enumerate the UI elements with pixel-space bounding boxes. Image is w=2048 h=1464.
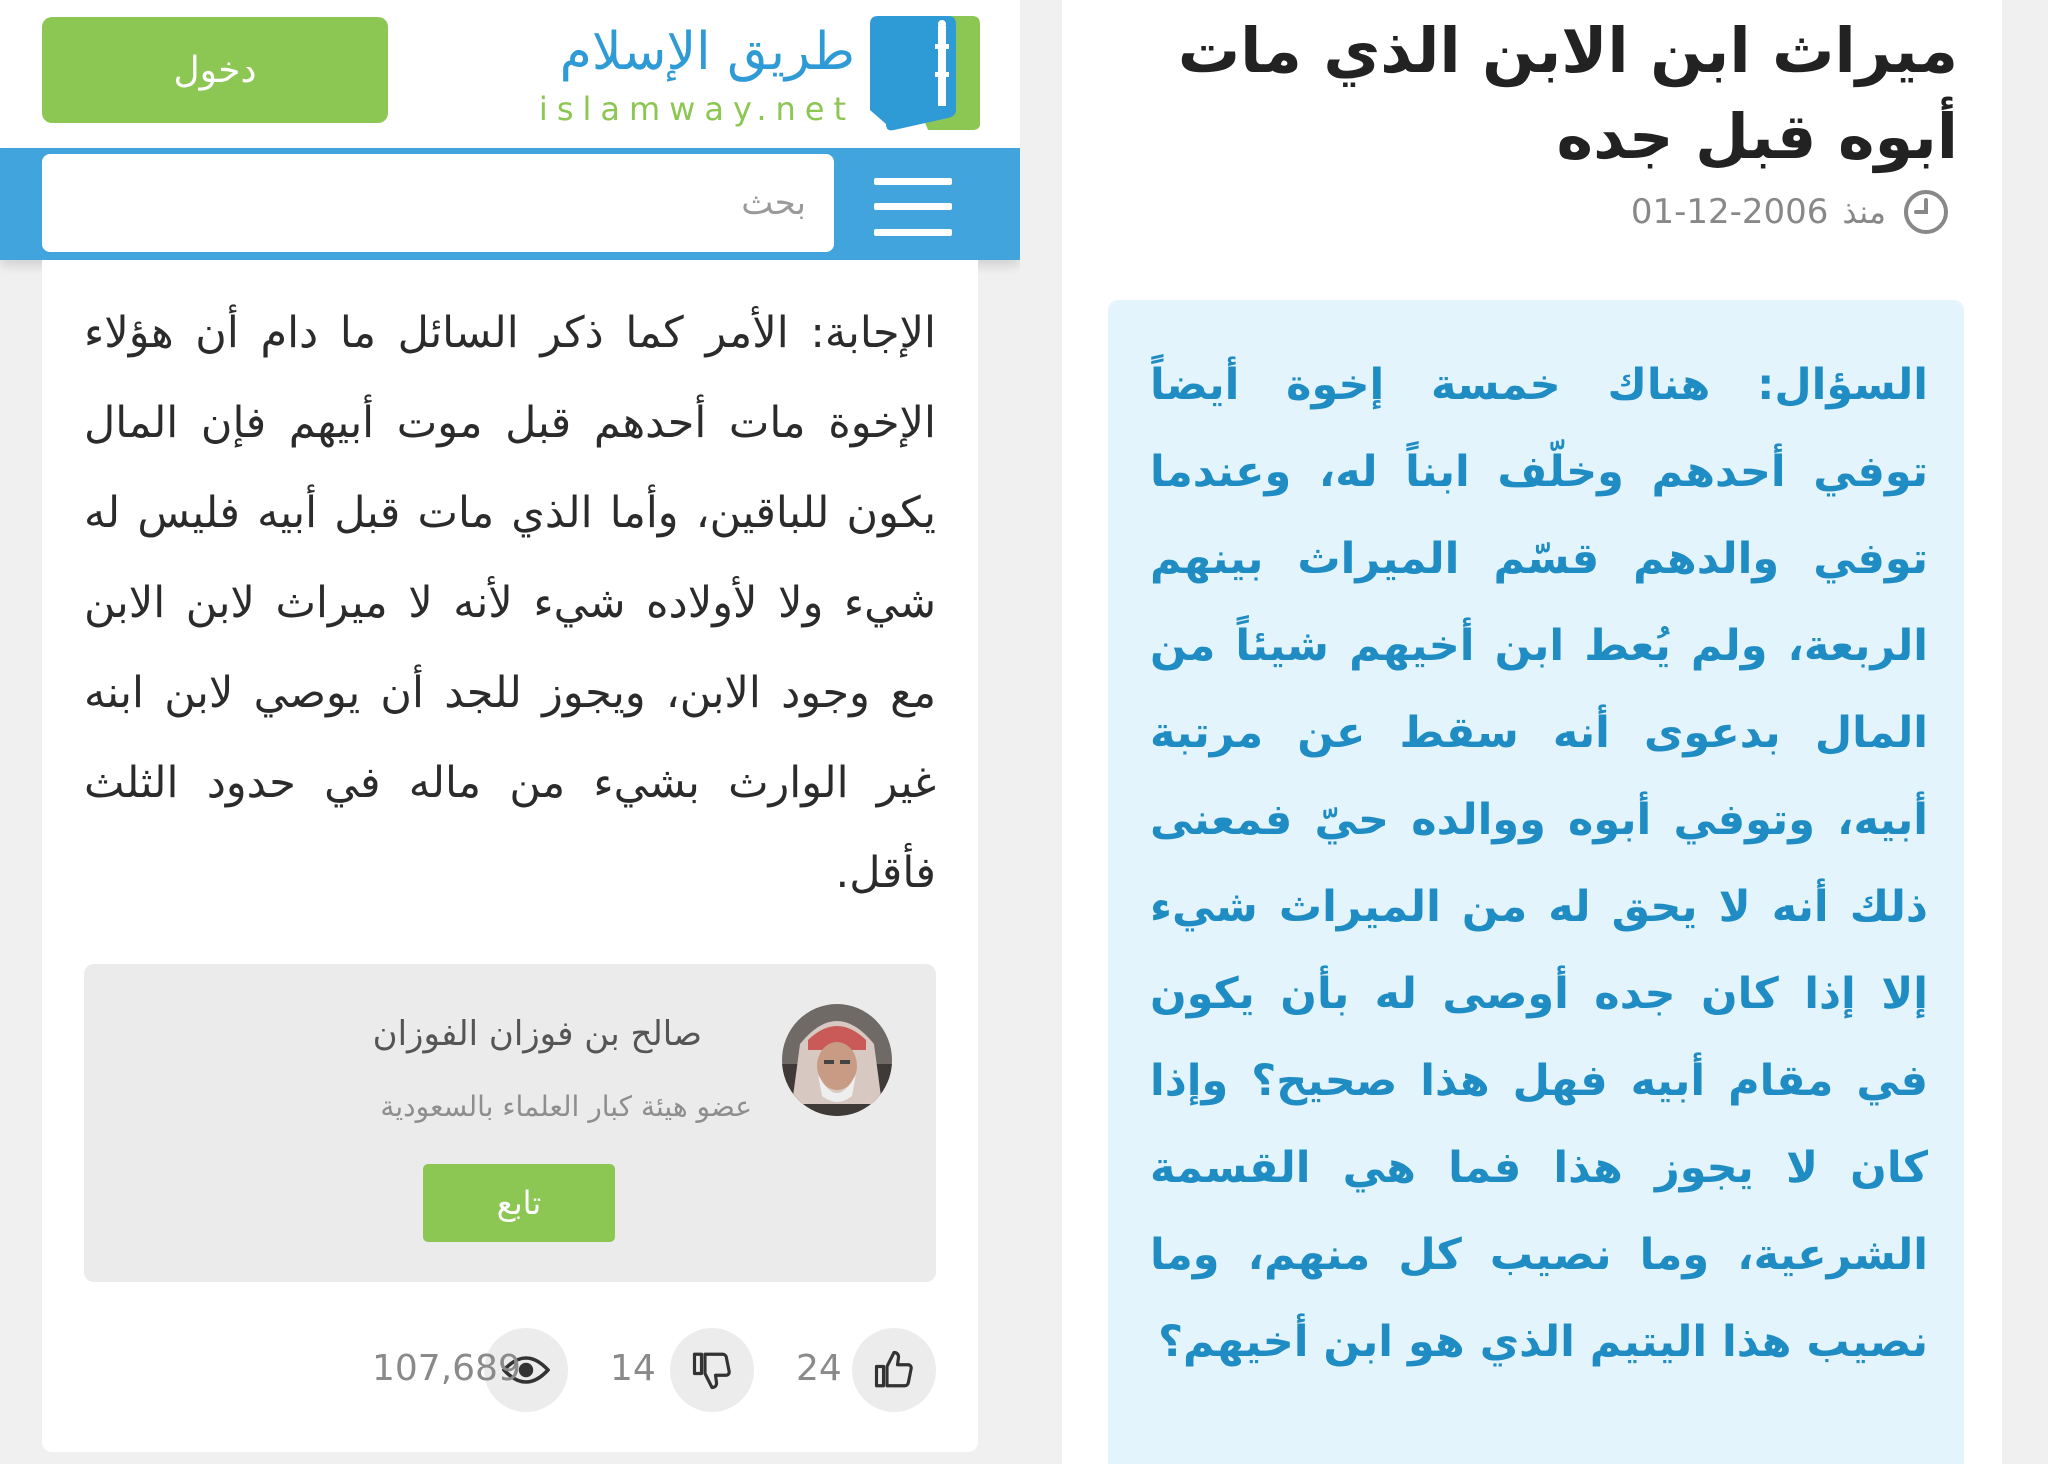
site-header — [0, 0, 1020, 148]
thumbs-down-icon — [691, 1349, 733, 1391]
publish-date — [1631, 182, 1950, 242]
date-prefix: منذ — [1842, 193, 1886, 231]
answer-text: الإجابة: الأمر كما ذكر السائل ما دام أن هؤلاء الإخوة مات أحدهم قبل موت أبيهم فإن المال يكون للباقين، وأما الذي مات قبل أبيه فليس له شيء ولا لأولاده شيء لأنه لا ميراث لابن الابن مع وجود الابن، ويجوز للجد أن يوصي لابن ابنه غير الوارث بشيء من ماله في حدود الثلث فأقل. — [84, 308, 936, 898]
search-input[interactable] — [42, 154, 834, 252]
author-title: عضو هيئة كبار العلماء بالسعودية — [380, 1090, 752, 1123]
thumbs-up-icon — [873, 1349, 915, 1391]
author-avatar[interactable] — [782, 1004, 892, 1116]
dislikes-count: 14 — [610, 1348, 656, 1389]
column-divider — [1020, 0, 1062, 1464]
question-box — [1108, 300, 1964, 1464]
clock-icon — [1902, 188, 1950, 236]
author-box — [84, 964, 936, 1282]
date-value: 01-12-2006 — [1630, 192, 1829, 232]
hamburger-menu-icon[interactable] — [874, 178, 952, 236]
views-count: 107,689 — [372, 1348, 521, 1389]
question-panel — [1062, 0, 2002, 1464]
site-logo[interactable] — [538, 14, 980, 134]
answer-card — [42, 260, 978, 1452]
stats-row — [84, 1328, 936, 1418]
likes-count: 24 — [796, 1348, 842, 1389]
logo-mark-icon — [868, 14, 980, 132]
dislike-button[interactable] — [670, 1328, 754, 1412]
question-text: السؤال: هناك خمسة إخوة أيضاً توفي أحدهم وخلّف ابناً له، وعندما توفي والدهم قسّم الميراث بينهم الربعة، ولم يُعط ابن أخيهم شيئاً من المال بدعوى أنه سقط عن مرتبة أبيه، وتوفي أبوه ووالده حيّ فمعنى ذلك أنه لا يحق له من الميراث شيء إلا إذا كان جده أوصى له بأن يكون في مقام أبيه فهل هذا صحيح؟ وإذا كان لا يجوز هذا فما هي القسمة الشرعية، وما نصيب كل منهم، وما نصيب هذا اليتيم الذي هو ابن أخيهم؟ — [1150, 360, 1928, 1367]
page-title: ميراث ابن الابن الذي مات أبوه قبل جده — [1177, 14, 1958, 173]
logo-arabic-text: طريق الإسلام — [559, 22, 855, 82]
login-button[interactable]: دخول — [42, 17, 388, 123]
search-bar — [0, 148, 1020, 260]
like-button[interactable] — [852, 1328, 936, 1412]
author-name[interactable]: صالح بن فوزان الفوزان — [372, 1014, 702, 1054]
follow-button[interactable]: تابع — [423, 1164, 615, 1242]
logo-english-text: islamway.net — [538, 90, 855, 128]
answer-panel — [0, 0, 1020, 1464]
